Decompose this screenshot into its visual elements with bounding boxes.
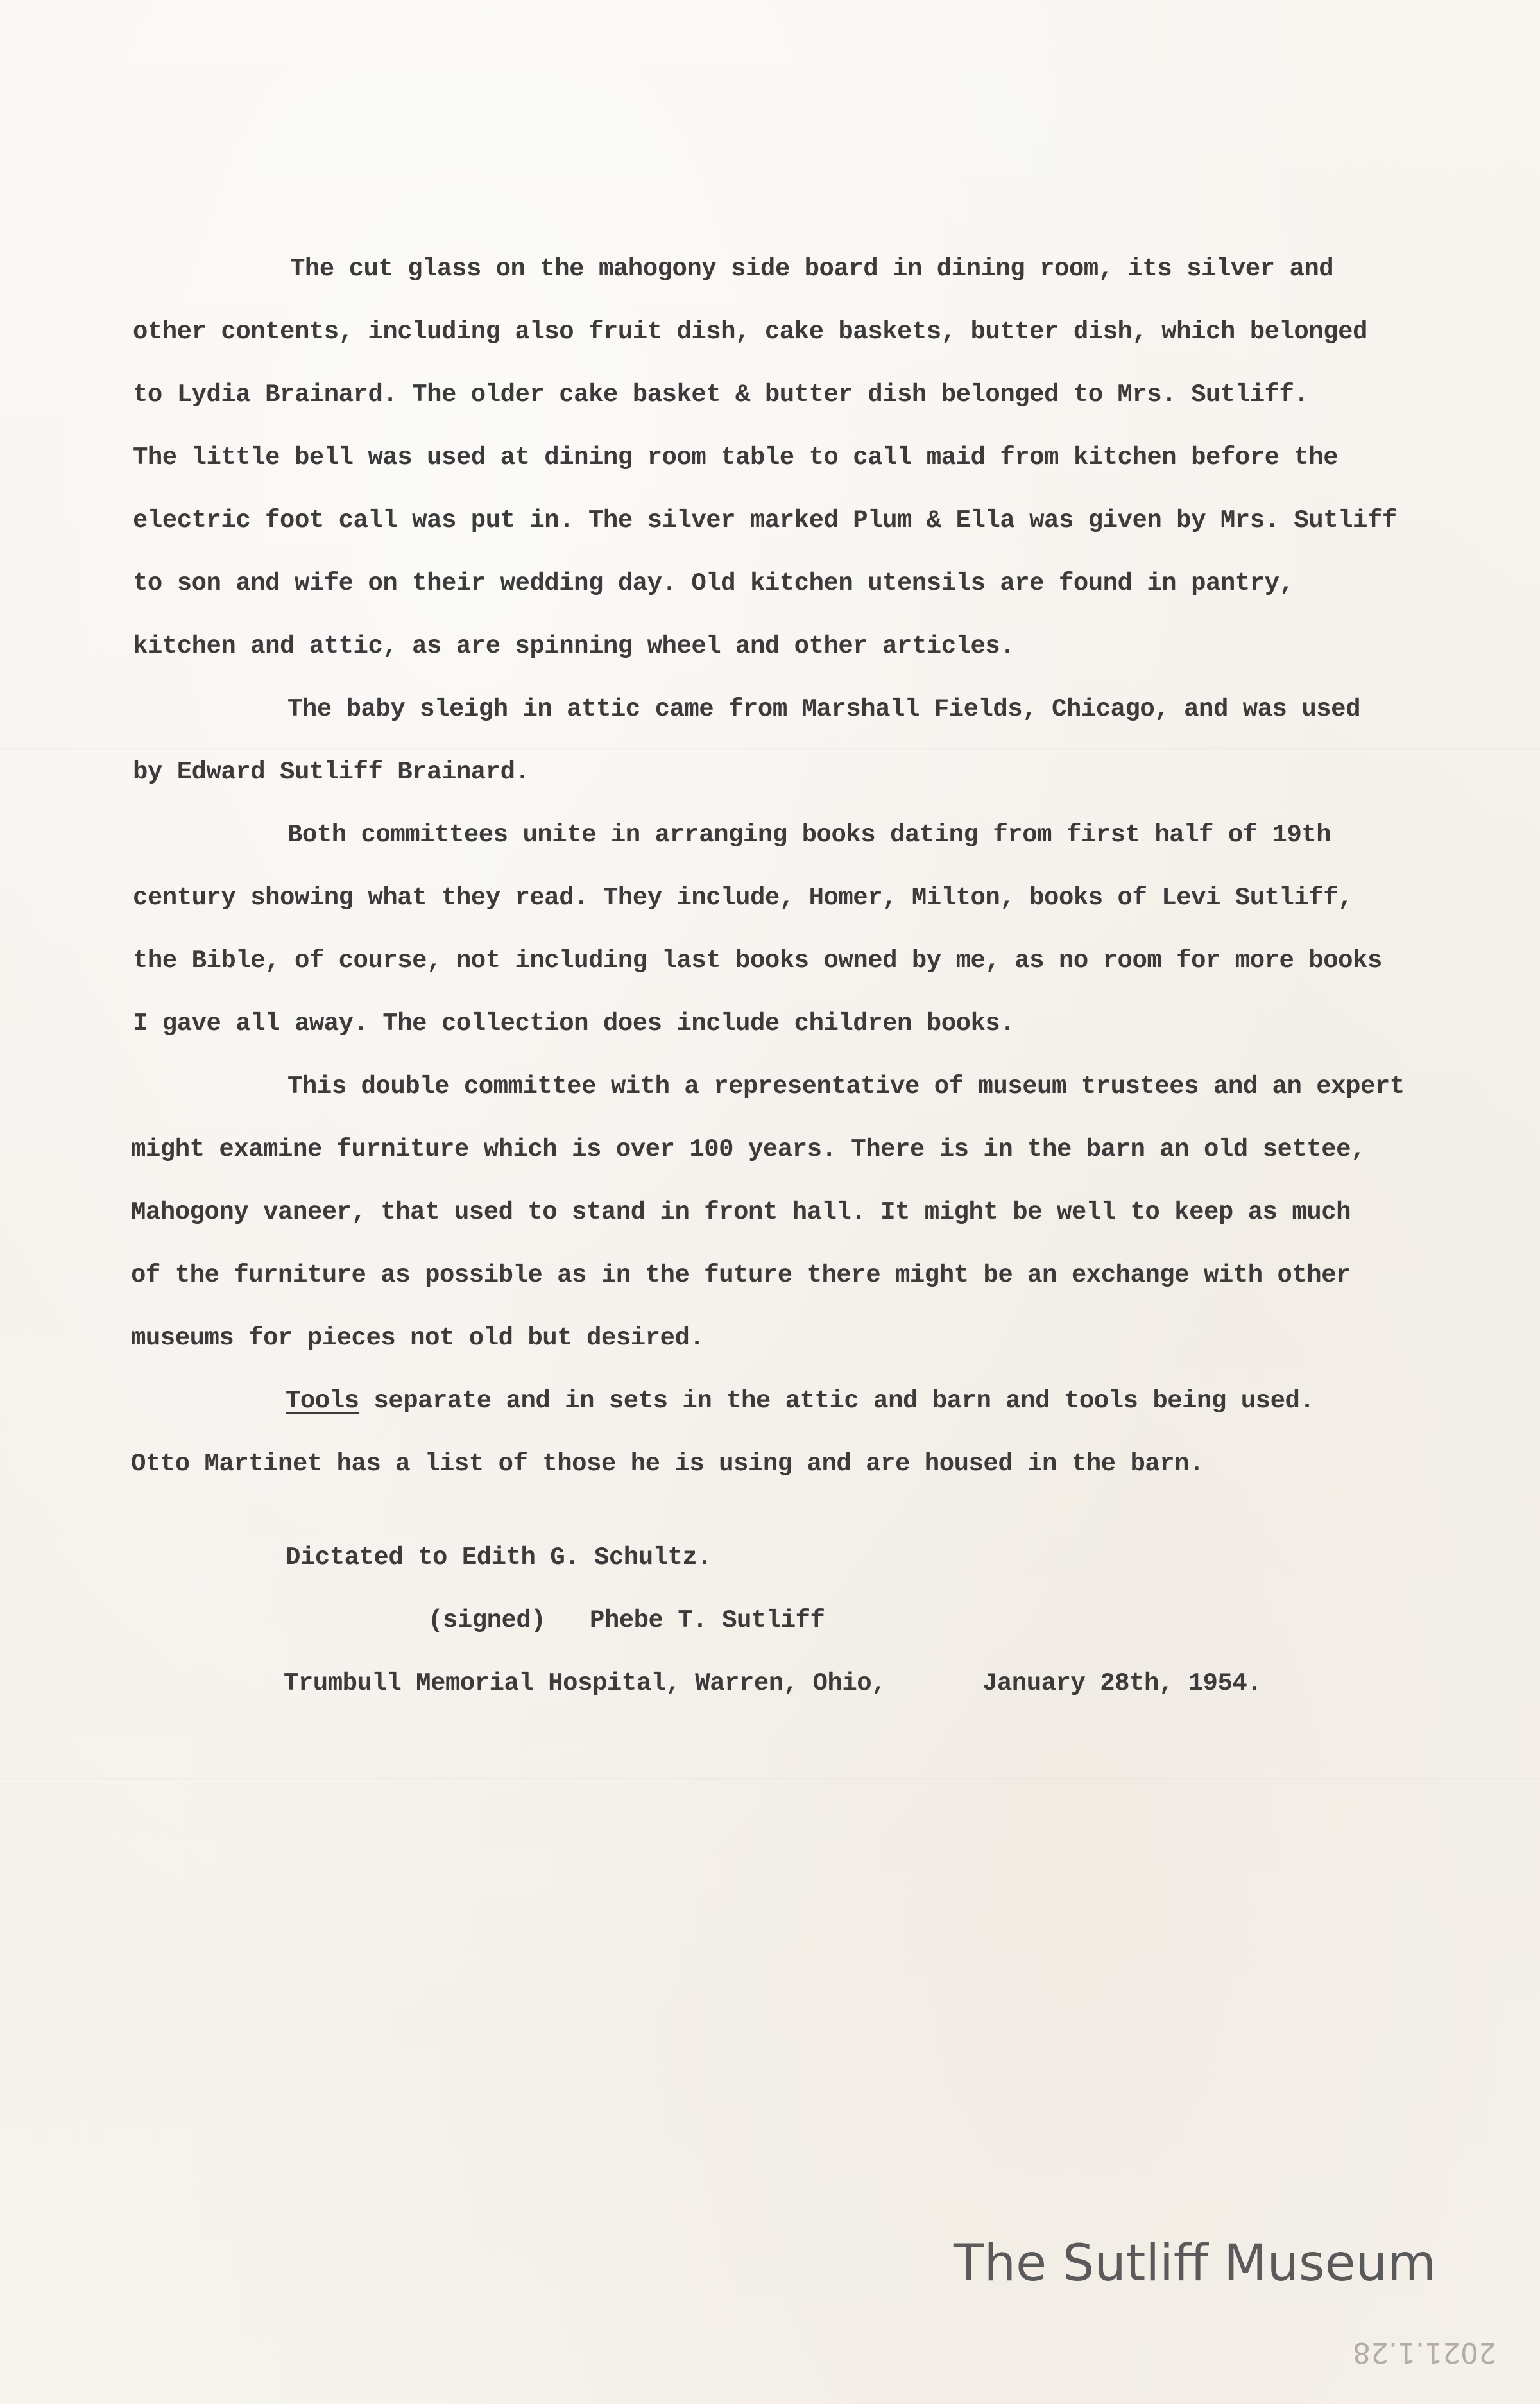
letter-line: kitchen and attic, as are spinning wheel and other articles.	[133, 632, 1015, 660]
letter-line: electric foot call was put in. The silver marked Plum & Ella was given by Mrs. Sutliff	[133, 506, 1397, 535]
letter-line: century showing what they read. They include, Homer, Milton, books of Levi Sutliff,	[133, 884, 1353, 912]
letter-line: the Bible, of course, not including last books owned by me, as no room for more books	[133, 947, 1382, 975]
letter-line: to son and wife on their wedding day. Old kitchen utensils are found in pantry,	[133, 569, 1294, 597]
paper-fold-line	[0, 748, 1540, 750]
letter-line: I gave all away. The collection does include children books.	[133, 1009, 1015, 1038]
letter-line: This double committee with a representative of museum trustees and an expert	[287, 1072, 1405, 1101]
letter-line: The cut glass on the mahogony side board in dining room, its silver and	[290, 255, 1334, 283]
accession-number: 2021.1.28	[1353, 2336, 1496, 2369]
place-line: Trumbull Memorial Hospital, Warren, Ohio,	[284, 1669, 887, 1697]
letter-line: Both committees unite in arranging books dating from first half of 19th	[287, 821, 1331, 849]
paper-fold-line	[0, 1778, 1540, 1780]
dictated-line: Dictated to Edith G. Schultz.	[286, 1543, 712, 1572]
letter-line: Mahogony vaneer, that used to stand in front hall. It might be well to keep as much	[131, 1198, 1351, 1226]
museum-watermark: The Sutliff Museum	[954, 2235, 1437, 2292]
tools-line-rest: separate and in sets in the attic and barn and tools being used.	[359, 1387, 1315, 1415]
letter-line: to Lydia Brainard. The older cake basket & butter dish belonged to Mrs. Sutliff.	[133, 381, 1309, 409]
letter-line: by Edward Sutliff Brainard.	[133, 758, 530, 786]
letter-line: The little bell was used at dining room table to call maid from kitchen before the	[133, 443, 1339, 472]
signature-line: (signed) Phebe T. Sutliff	[428, 1606, 825, 1635]
letter-line: museums for pieces not old but desired.	[131, 1324, 705, 1352]
letter-line: other contents, including also fruit dish, cake baskets, butter dish, which belonged	[133, 318, 1367, 346]
letter-line: of the furniture as possible as in the future there might be an exchange with other	[131, 1261, 1351, 1289]
tools-underlined-word: Tools	[286, 1387, 359, 1415]
letter-line: The baby sleigh in attic came from Marshall Fields, Chicago, and was used	[287, 695, 1360, 723]
letter-line: Otto Martinet has a list of those he is using and are housed in the barn.	[131, 1450, 1204, 1478]
letter-line: might examine furniture which is over 100 years. There is in the barn an old settee,	[131, 1135, 1365, 1163]
letter-line-tools	[286, 1389, 1314, 1414]
date-line: January 28th, 1954.	[982, 1669, 1262, 1697]
